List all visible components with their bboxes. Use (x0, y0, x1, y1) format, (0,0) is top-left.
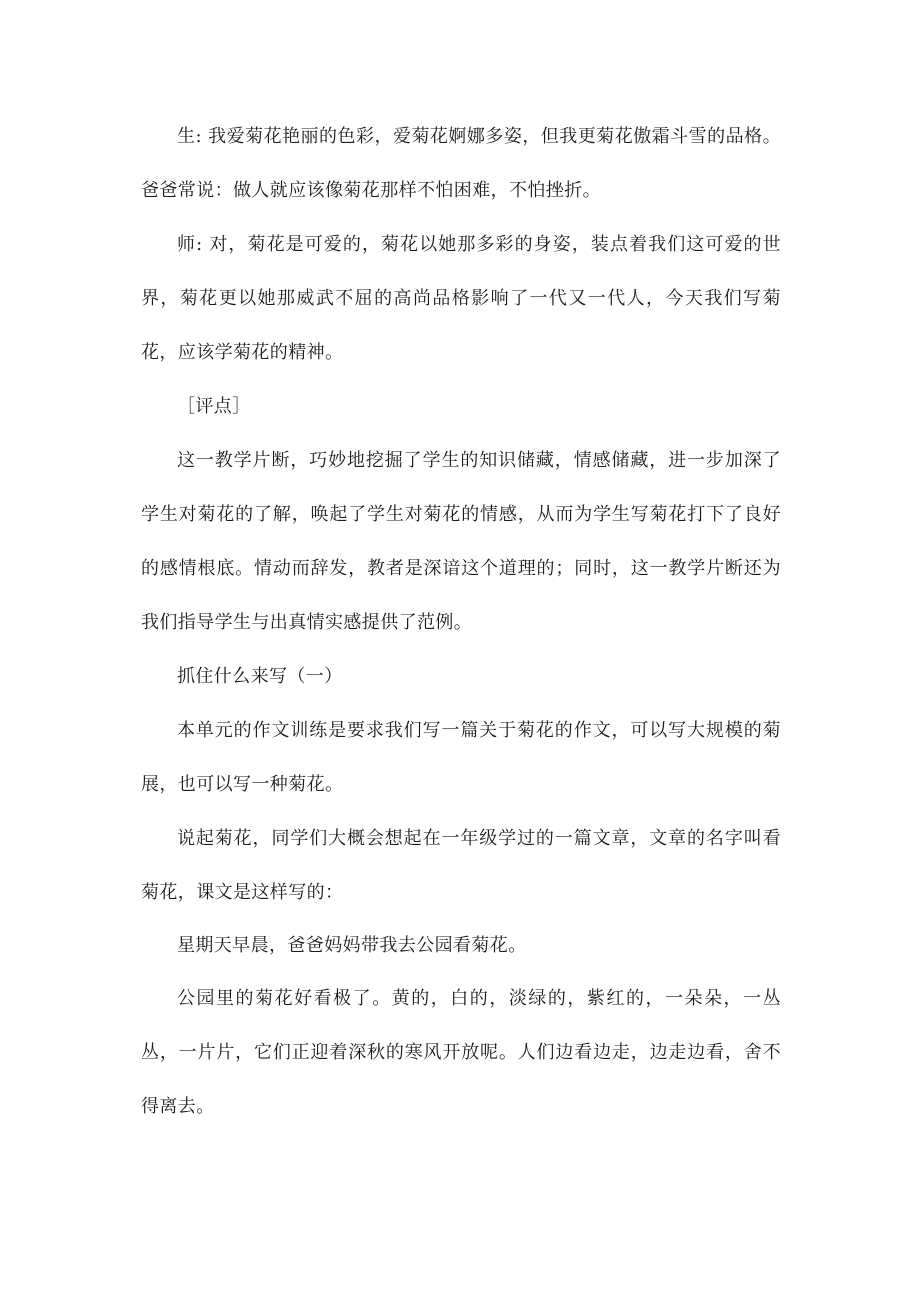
paragraph-teacher-reply: 师: 对，菊花是可爱的，菊花以她那多彩的身姿，装点着我们这可爱的世界，菊花更以她那威武不屈的高尚品格影响了一代又一代人，今天我们写菊花，应该学菊花的精神。 (141, 234, 781, 363)
paragraph-unit-intro: 本单元的作文训练是要求我们写一篇关于菊花的作文，可以写大规模的菊展，也可以写一种菊花。 (141, 720, 781, 795)
paragraph-section-heading: 抓住什么来写（一） (177, 666, 343, 687)
paragraph-recall-lesson: 说起菊花，同学们大概会想起在一年级学过的一篇文章，文章的名字叫看菊花，课文是这样写的： (141, 828, 781, 903)
paragraph-student-answer: 生: 我爱菊花艳丽的色彩，爱菊花婀娜多姿，但我更菊花傲霜斗雪的品格。爸爸常说：做人就应该像菊花那样不怕困难，不怕挫折。 (141, 126, 781, 201)
document-body (141, 110, 781, 1134)
paragraph-quote-line-1: 星期天早晨，爸爸妈妈带我去公园看菊花。 (177, 935, 527, 956)
paragraph-quote-line-2: 公园里的菊花好看极了。黄的，白的，淡绿的，紫红的，一朵朵，一丛丛，一片片，它们正迎着深秋的寒风开放呢。人们边看边走，边走边看，舍不得离去。 (141, 988, 781, 1117)
paragraph-comment-heading: ［评点］ (177, 396, 251, 417)
paragraph-comment-body: 这一教学片断，巧妙地挖掘了学生的知识储藏，情感储藏，进一步加深了学生对菊花的了解，唤起了学生对菊花的情感，从而为学生写菊花打下了良好的感情根底。情动而辞发，教者是深谙这个道理的；同时，这一教学片断还为我们指导学生与出真情实感提供了范例。 (141, 450, 781, 633)
